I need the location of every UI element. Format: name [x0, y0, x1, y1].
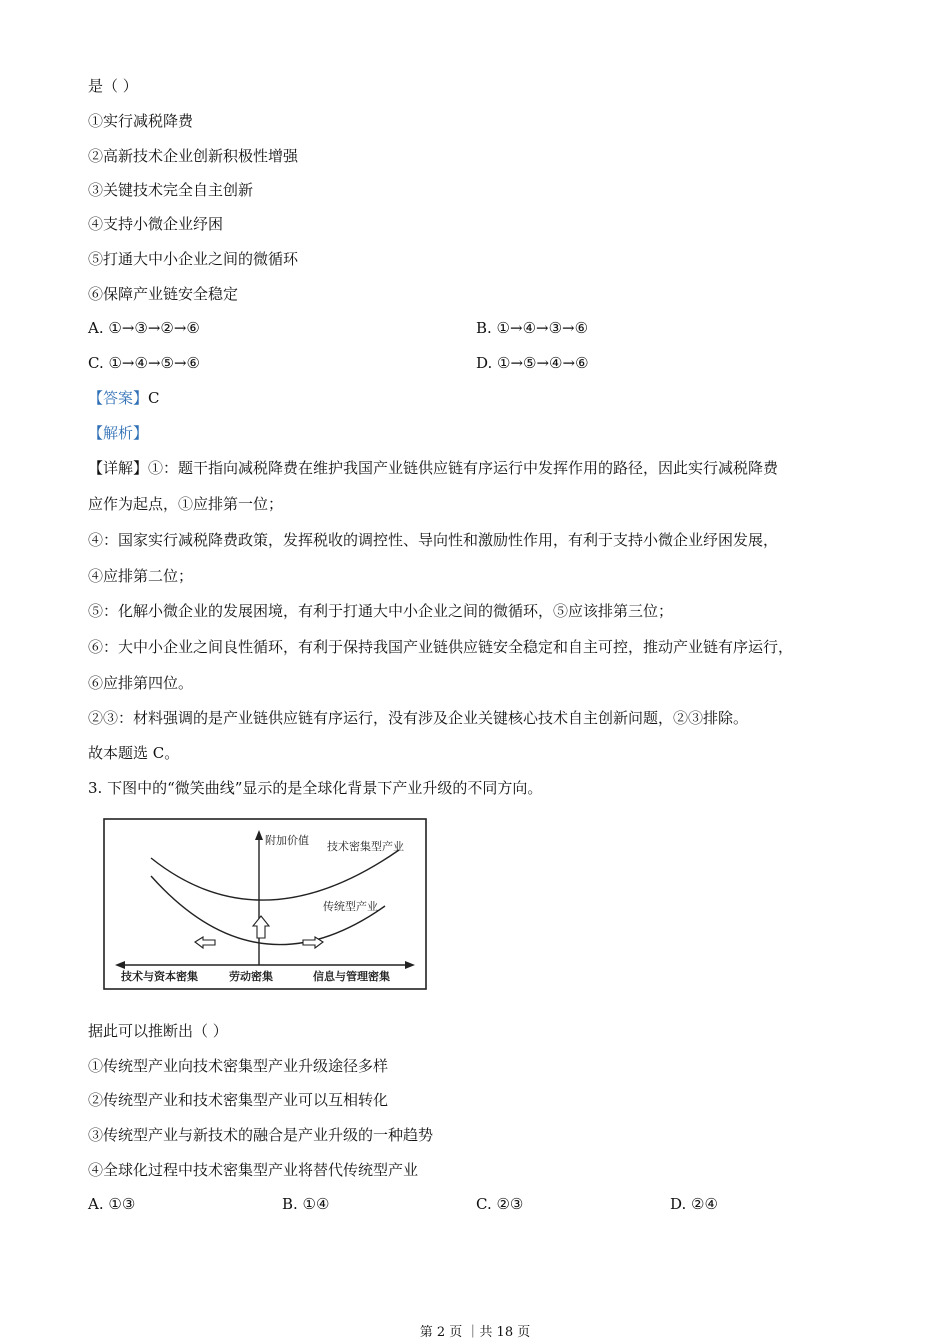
q2-item-3: ③关键技术完全自主创新 — [88, 181, 254, 199]
x-left-label: 技术与资本密集 — [121, 970, 198, 983]
q2-option-c: C. ①→④→⑤→⑥ — [88, 354, 200, 372]
left-hollow-arrow — [195, 937, 215, 948]
q2-detail-line: ⑤：化解小微企业的发展困境，有利于打通大中小企业之间的微循环，⑤应该排第三位； — [88, 602, 674, 620]
lower-curve-label: 传统型产业 — [323, 900, 378, 913]
upper-curve — [151, 850, 399, 900]
q2-detail-line: 故本题选 C。 — [88, 744, 180, 762]
q2-stem-tail: 是（ ） — [88, 77, 138, 95]
q2-item-6: ⑥保障产业链安全稳定 — [88, 285, 239, 303]
answer-value: C — [148, 389, 160, 407]
q3-option-b: B. ①④ — [282, 1195, 330, 1213]
q2-item-1: ①实行减税降费 — [88, 112, 194, 130]
q2-analysis-tag — [88, 423, 148, 443]
q2-item-2: ②高新技术企业创新积极性增强 — [88, 147, 299, 165]
y-axis-arrowhead — [255, 830, 263, 840]
q3-item-3: ③传统型产业与新技术的融合是产业升级的一种趋势 — [88, 1126, 434, 1144]
q3-option-c: C. ②③ — [476, 1195, 524, 1213]
q2-option-a: A. ①→③→②→⑥ — [88, 319, 200, 337]
x-mid-label: 劳动密集 — [229, 970, 273, 983]
q2-detail-line: ②③：材料强调的是产业链供应链有序运行，没有涉及企业关键核心技术自主创新问题，②③排除。 — [88, 709, 749, 727]
answer-tag: 【答案】 — [88, 389, 149, 407]
q2-detail-line: ⑥：大中小企业之间良性循环，有利于保持我国产业链供应链安全稳定和自主可控，推动产业链有序运行， — [88, 638, 794, 656]
q3-item-4: ④全球化过程中技术密集型产业将替代传统型产业 — [88, 1161, 419, 1179]
q2-detail-line: 【详解】①：题干指向减税降费在维护我国产业链供应链有序运行中发挥作用的路径，因此实行减税降费 — [88, 459, 779, 477]
q3-question: 据此可以推断出（ ） — [88, 1022, 228, 1040]
up-hollow-arrow — [253, 916, 269, 938]
q3-option-a: A. ①③ — [88, 1195, 136, 1213]
y-axis-label: 附加价值 — [265, 834, 309, 847]
x-right-label: 信息与管理密集 — [313, 970, 390, 983]
q3-stem: 3. 下图中的“微笑曲线”显示的是全球化背景下产业升级的不同方向。 — [88, 779, 543, 797]
q2-detail-line: ④：国家实行减税降费政策，发挥税收的调控性、导向性和激励性作用，有利于支持小微企业纾困发展， — [88, 531, 779, 549]
q3-item-1: ①传统型产业向技术密集型产业升级途径多样 — [88, 1057, 389, 1075]
q2-option-d: D. ①→⑤→④→⑥ — [476, 354, 589, 372]
page-footer: 第 2 页 ｜共 18 页 — [419, 1325, 531, 1340]
q3-item-2: ②传统型产业和技术密集型产业可以互相转化 — [88, 1091, 389, 1109]
analysis-tag: 【解析】 — [88, 424, 149, 442]
smile-curve-figure — [103, 818, 427, 990]
x-axis-right-arrowhead — [405, 961, 415, 969]
q2-detail-line: 应作为起点，①应排第一位； — [88, 495, 284, 513]
q2-item-4: ④支持小微企业纾困 — [88, 215, 224, 233]
q2-option-b: B. ①→④→③→⑥ — [476, 319, 589, 337]
x-axis-left-arrowhead — [115, 961, 125, 969]
q2-detail-line: ④应排第二位； — [88, 567, 194, 585]
q2-item-5: ⑤打通大中小企业之间的微循环 — [88, 250, 299, 268]
q2-answer — [88, 388, 160, 408]
upper-curve-label: 技术密集型产业 — [327, 840, 404, 853]
q2-detail-line: ⑥应排第四位。 — [88, 674, 194, 692]
q3-option-d: D. ②④ — [670, 1195, 718, 1213]
